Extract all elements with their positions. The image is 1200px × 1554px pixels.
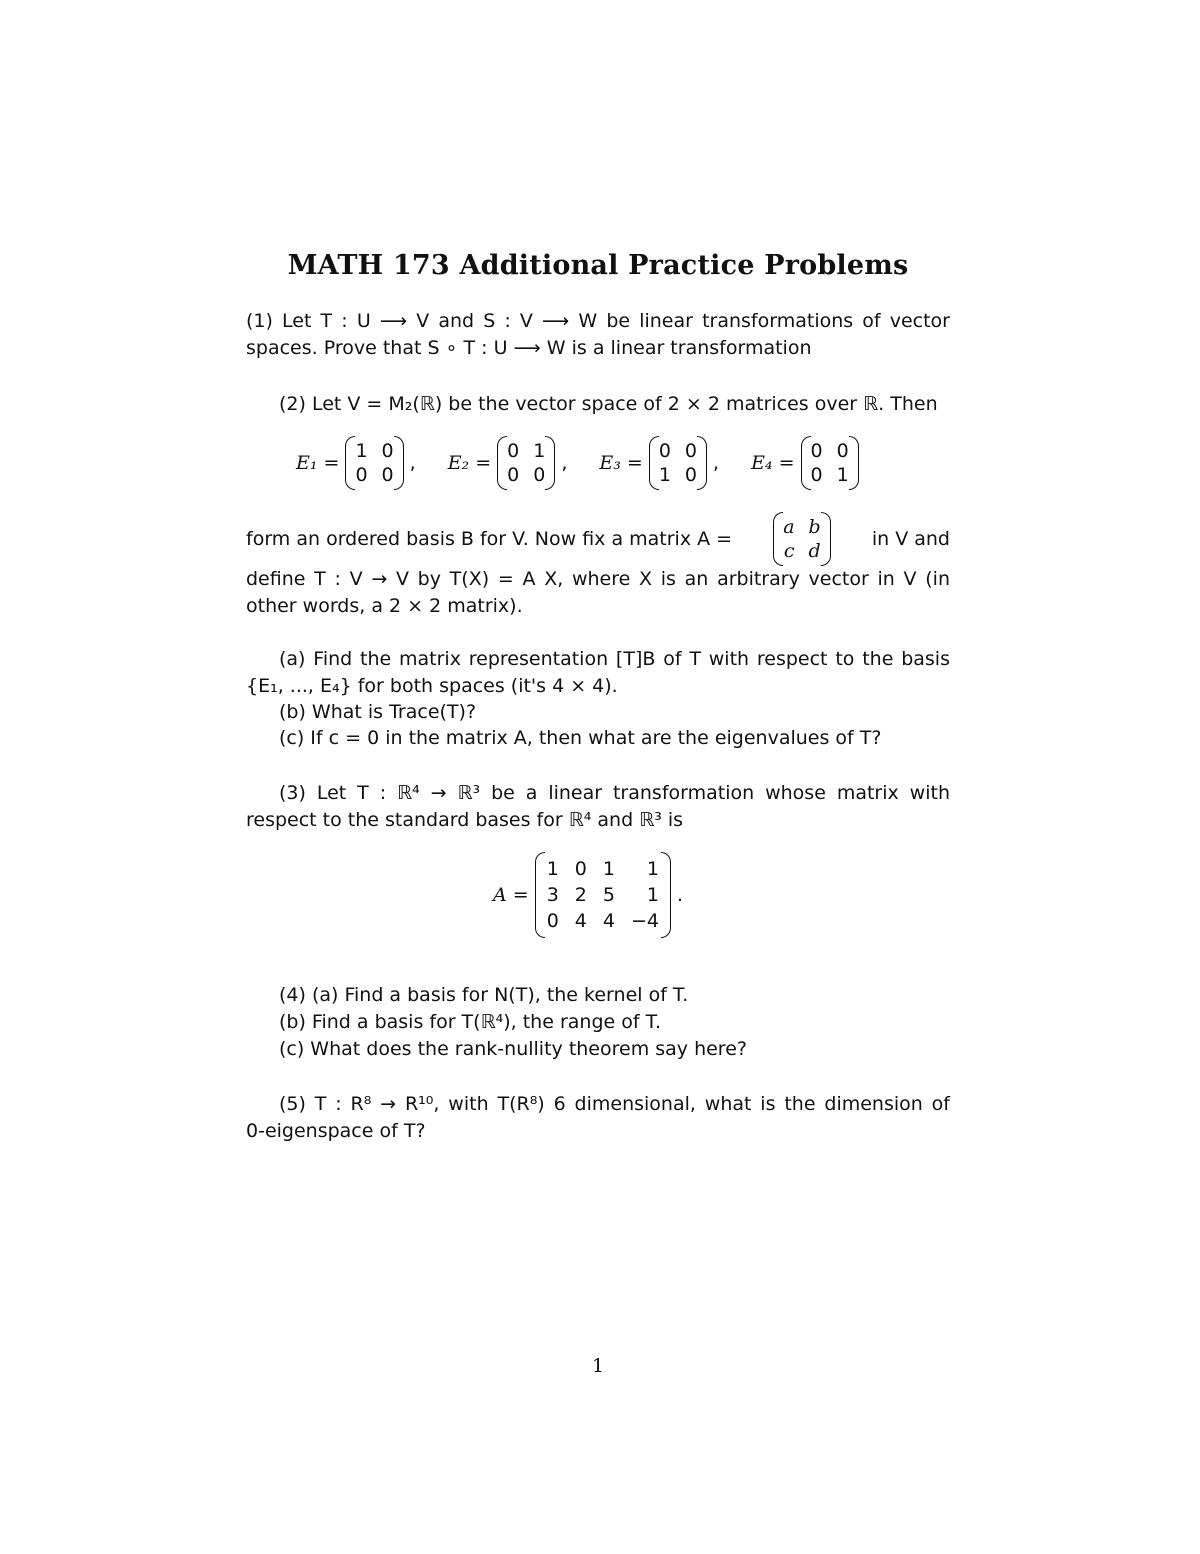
- basis-e3-label: E₃ =: [599, 452, 643, 474]
- matrix-period: .: [676, 884, 684, 906]
- page-number: 1: [591, 1355, 605, 1377]
- basis-e4-matrix: 0 0 0 1: [801, 436, 859, 490]
- problem-4c: (c) What does the rank-nullity theorem say here?: [279, 1038, 747, 1060]
- problem-3-line-2: respect to the standard bases for ℝ⁴ and ℝ³ is: [246, 809, 684, 831]
- document-page: [246, 0, 950, 1554]
- problem-2b: (b) What is Trace(T)?: [279, 701, 477, 723]
- basis-e2-matrix: 0 1 0 0: [497, 436, 555, 490]
- problem-3-matrix-equation: [493, 852, 683, 938]
- problem-5-line-2: 0-eigenspace of T?: [246, 1120, 426, 1142]
- problem-5-line-1: (5) T : R⁸ → R¹⁰, with T(R⁸) 6 dimensional, what is the dimension of: [279, 1093, 950, 1115]
- problem-2c: (c) If c = 0 in the matrix A, then what are the eigenvalues of T?: [279, 727, 882, 749]
- problem-3-line-1: (3) Let T : ℝ⁴ → ℝ³ be a linear transformation whose matrix with: [279, 782, 950, 804]
- problem-2-basis-line: [246, 512, 950, 566]
- basis-text-end: in V and: [871, 528, 950, 550]
- problem-1-line-1: (1) Let T : U ⟶ V and S : V ⟶ W be linear transformations of vector: [246, 310, 950, 332]
- basis-e3-matrix: 0 0 1 0: [649, 436, 707, 490]
- problem-1-line-2: spaces. Prove that S ∘ T : U ⟶ W is a linear transformation: [246, 337, 812, 359]
- basis-e1-label: E₁ =: [296, 452, 340, 474]
- problem-2a-line-1: (a) Find the matrix representation [T]B of T with respect to the basis: [279, 648, 950, 670]
- problem-4b: (b) Find a basis for T(ℝ⁴), the range of T.: [279, 1011, 661, 1033]
- basis-e2-label: E₂ =: [447, 452, 492, 474]
- problem-2a-line-2: {E₁, ..., E₄} for both spaces (it's 4 × 4).: [246, 675, 618, 697]
- problem-4a: (4) (a) Find a basis for N(T), the kernel of T.: [279, 984, 689, 1006]
- matrix-a-label: A =: [493, 884, 529, 906]
- problem-2-other-words: other words, a 2 × 2 matrix).: [246, 595, 523, 617]
- basis-e4-label: E₄ =: [751, 452, 795, 474]
- basis-e1-matrix: 1 0 0 0: [345, 436, 403, 490]
- document-title: MATH 173 Additional Practice Problems: [287, 250, 909, 281]
- basis-text: form an ordered basis B for V. Now fix a matrix A =: [246, 528, 733, 550]
- problem-2-define-line: define T : V → V by T(X) = A X, where X is an arbitrary vector in V (in: [246, 568, 950, 590]
- basis-matrices-row: E₁ = 1 0 0 0 , E₂ = 0 1 0 0 , E₃ = 0 0 1 0 , E₄ = 0 0 0 1: [296, 436, 859, 490]
- matrix-a-2x2: a b c d: [773, 512, 831, 566]
- problem-2-intro: (2) Let V = M₂(ℝ) be the vector space of 2 × 2 matrices over ℝ. Then: [279, 393, 938, 415]
- matrix-a-3x4: 1 0 1 1 3 2 5 1 0 4 4 −4: [535, 852, 671, 938]
